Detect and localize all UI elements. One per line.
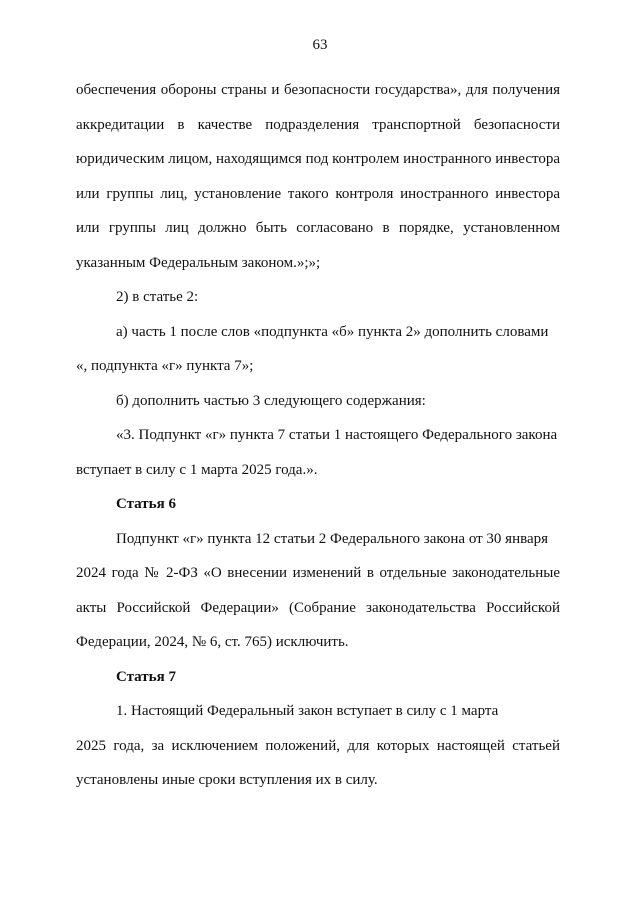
paragraph-article-6-continuation: [76, 556, 560, 660]
text-line: установлены иные сроки вступления их в силу.: [76, 772, 378, 788]
text-line: вступает в силу с 1 марта 2025 года.».: [76, 461, 318, 478]
paragraph-item-a-continuation: [76, 349, 560, 384]
paragraph-article-6: [76, 522, 560, 557]
text-line: 2025 года, за исключением положений, для которых настоящей статьей: [76, 737, 560, 754]
text-line: юридическим лицом, находящимся под контролем иностранного инвестора: [76, 151, 560, 167]
text-line: а) часть 1 после слов «подпункта «б» пункта 2» дополнить словами: [116, 323, 549, 340]
text-line: акты Российской Федерации» (Собрание законодательства Российской: [76, 599, 560, 616]
paragraph-item-2: [76, 280, 560, 315]
text-line: или группы лиц должно быть согласовано в порядке, установленном: [76, 220, 560, 236]
text-line: 2024 года № 2-ФЗ «О внесении изменений в отдельные законодательные: [76, 565, 560, 581]
page-number: 63: [312, 37, 328, 53]
paragraph-item-b: [76, 384, 560, 419]
paragraph-article-7: [76, 694, 560, 729]
text-line: или группы лиц, установление такого контроля иностранного инвестора: [76, 185, 560, 202]
paragraph-quote-3: [76, 418, 560, 453]
text-line: Подпункт «г» пункта 12 статьи 2 Федерального закона от 30 января: [116, 530, 549, 547]
article-7-heading: Статья 7: [116, 668, 176, 685]
text-line: указанным Федеральным законом.»;»;: [76, 254, 321, 271]
text-line: 1. Настоящий Федеральный закон вступает в силу с 1 марта: [116, 703, 499, 719]
paragraph-continuation: [76, 73, 560, 280]
document-body: [76, 73, 560, 798]
text-line: Федерации, 2024, № 6, ст. 765) исключить.: [76, 634, 349, 650]
text-line: 2) в статье 2:: [116, 289, 199, 305]
text-line: «, подпункта «г» пункта 7»;: [76, 358, 254, 374]
article-6-heading: Статья 6: [116, 496, 176, 512]
paragraph-quote-3-continuation: [76, 453, 560, 488]
text-line: б) дополнить частью 3 следующего содержания:: [116, 392, 426, 409]
paragraph-article-7-continuation: [76, 729, 560, 798]
text-line: аккредитации в качестве подразделения транспортной безопасности: [76, 116, 560, 133]
paragraph-item-a: [76, 315, 560, 350]
text-line: «3. Подпункт «г» пункта 7 статьи 1 настоящего Федерального закона: [116, 427, 558, 443]
text-line: обеспечения обороны страны и безопасности государства», для получения: [76, 82, 560, 98]
